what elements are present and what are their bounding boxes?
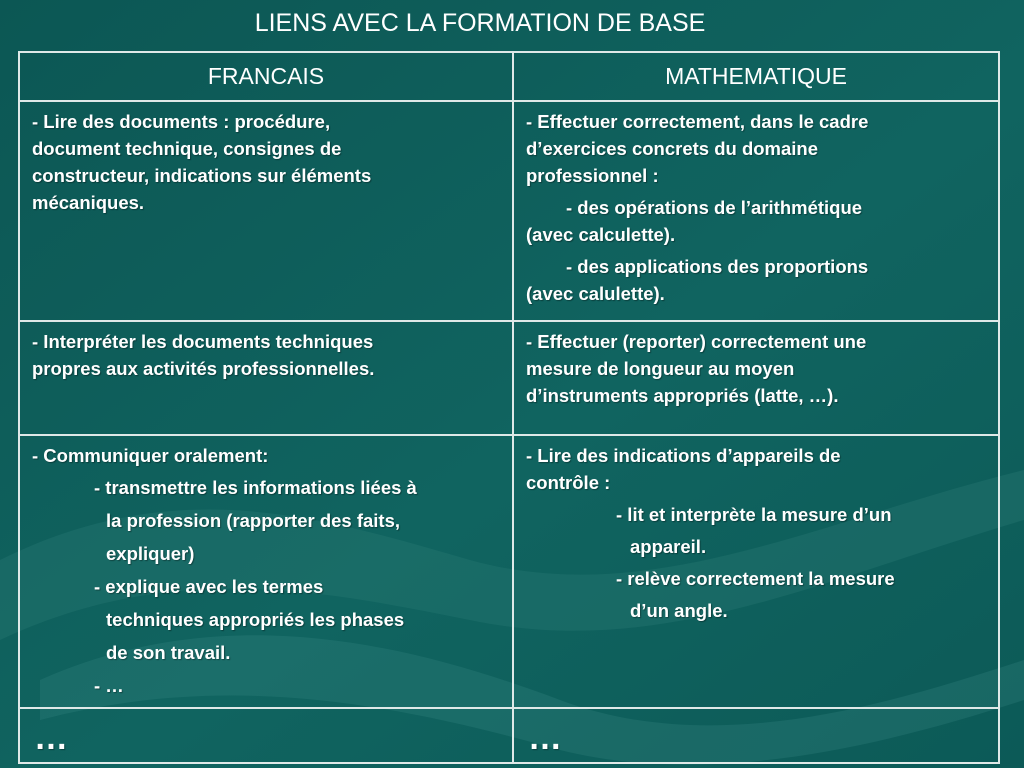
cell-line: - … [94, 675, 124, 696]
cell-line: constructeur, indications sur éléments [32, 165, 372, 186]
math-cell [513, 101, 999, 321]
cell-line: la profession (rapporter des faits, [106, 510, 401, 531]
cell-line: - explique avec les termes [94, 576, 324, 597]
math-ellipsis: … [513, 708, 999, 763]
cell-line: - Communiquer oralement: [32, 445, 269, 466]
cell-line: - des opérations de l’arithmétique [566, 197, 863, 218]
cell-line: d’instruments appropriés (latte, …). [526, 385, 839, 406]
cell-line: techniques appropriés les phases [106, 609, 405, 630]
francais-cell [19, 101, 513, 321]
cell-line: (avec calculette). [526, 224, 676, 245]
cell-line: mécaniques. [32, 192, 145, 213]
cell-line: - Effectuer (reporter) correctement une [526, 331, 867, 352]
cell-line: (avec calulette). [526, 283, 665, 304]
header-mathematique: MATHEMATIQUE [513, 52, 999, 101]
cell-line: - Lire des documents : procédure, [32, 111, 331, 132]
table-row [19, 708, 999, 763]
cell-line: - relève correctement la mesure [616, 568, 895, 589]
cell-line: d’exercices concrets du domaine [526, 138, 819, 159]
comparison-table [18, 51, 1000, 764]
cell-line: - Effectuer correctement, dans le cadre [526, 111, 869, 132]
math-cell [513, 435, 999, 708]
francais-ellipsis: … [19, 708, 513, 763]
cell-line: - lit et interprète la mesure d’un [616, 504, 892, 525]
cell-line: de son travail. [106, 642, 231, 663]
cell-line: - des applications des proportions [566, 256, 869, 277]
table-row [19, 321, 999, 435]
header-francais: FRANCAIS [19, 52, 513, 101]
cell-line: mesure de longueur au moyen [526, 358, 795, 379]
francais-cell [19, 435, 513, 708]
cell-line: professionnel : [526, 165, 659, 186]
cell-line: - transmettre les informations liées à [94, 477, 417, 498]
cell-line: appareil. [630, 536, 707, 557]
cell-line: propres aux activités professionnelles. [32, 358, 375, 379]
cell-line: d’un angle. [630, 600, 728, 621]
cell-line: - Lire des indications d’appareils de [526, 445, 841, 466]
slide-title: LIENS AVEC LA FORMATION DE BASE [254, 9, 706, 37]
table-row [19, 101, 999, 321]
header-row [19, 52, 999, 101]
math-cell [513, 321, 999, 435]
table-row [19, 435, 999, 708]
francais-cell [19, 321, 513, 435]
cell-line: - Interpréter les documents techniques [32, 331, 374, 352]
cell-line: contrôle : [526, 472, 611, 493]
cell-line: expliquer) [106, 543, 195, 564]
cell-line: document technique, consignes de [32, 138, 342, 159]
